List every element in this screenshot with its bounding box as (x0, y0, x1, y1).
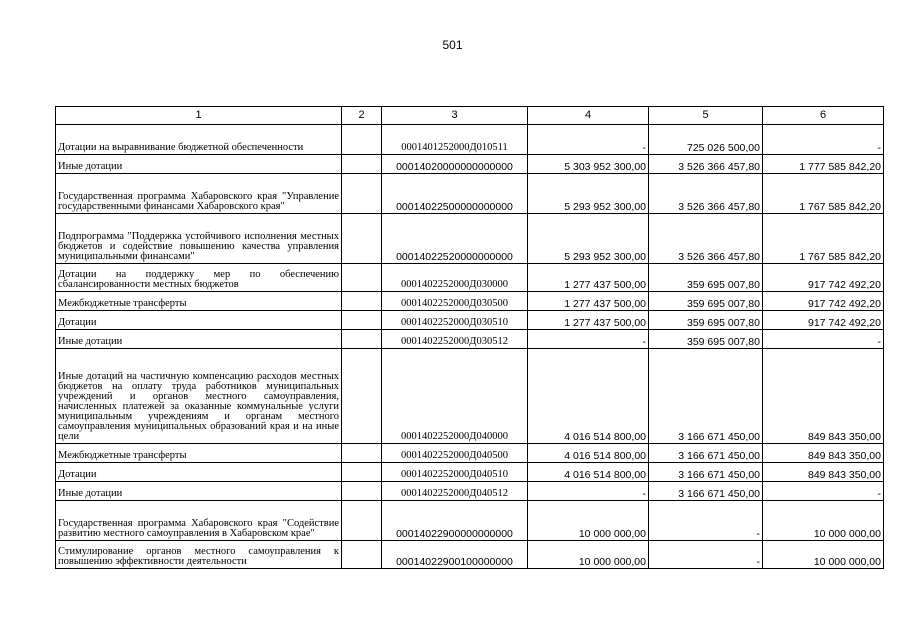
row-name-cell: Иные дотации (56, 482, 342, 501)
row-code-cell: 00014022520000000000 (382, 214, 528, 264)
header-col-1: 1 (56, 107, 342, 125)
table-row (56, 541, 884, 569)
row-code-cell: 00014020000000000000 (382, 155, 528, 174)
header-col-3: 3 (382, 107, 528, 125)
row-name-cell: Иные дотации (56, 330, 342, 349)
row-col2-cell (342, 174, 382, 214)
header-col-6: 6 (763, 107, 884, 125)
row-value-col4: 5 303 952 300,00 (528, 155, 649, 174)
row-value-col4: 4 016 514 800,00 (528, 463, 649, 482)
row-col2-cell (342, 349, 382, 444)
row-value-col6: 10 000 000,00 (763, 541, 884, 569)
row-code-cell: 0001402252000Д030510 (382, 311, 528, 330)
row-value-col4: - (528, 482, 649, 501)
row-value-col5: 3 166 671 450,00 (649, 349, 763, 444)
row-code-cell: 0001402252000Д030512 (382, 330, 528, 349)
row-col2-cell (342, 292, 382, 311)
row-value-col4: 5 293 952 300,00 (528, 214, 649, 264)
table-row (56, 501, 884, 541)
row-value-col6: - (763, 125, 884, 155)
row-col2-cell (342, 125, 382, 155)
row-code-cell: 0001402252000Д040512 (382, 482, 528, 501)
row-value-col5: 359 695 007,80 (649, 311, 763, 330)
row-name-cell: Стимулирование органов местного самоуправления к повышению эффективности деятельности (56, 541, 342, 569)
row-value-col4: 10 000 000,00 (528, 501, 649, 541)
table-row (56, 330, 884, 349)
row-value-col4: 5 293 952 300,00 (528, 174, 649, 214)
row-code-cell: 0001402252000Д040500 (382, 444, 528, 463)
row-value-col6: 917 742 492,20 (763, 292, 884, 311)
row-value-col4: 1 277 437 500,00 (528, 264, 649, 292)
row-col2-cell (342, 214, 382, 264)
row-value-col5: 3 526 366 457,80 (649, 155, 763, 174)
row-value-col5: 3 166 671 450,00 (649, 463, 763, 482)
row-code-cell: 00014022500000000000 (382, 174, 528, 214)
table-row (56, 125, 884, 155)
row-col2-cell (342, 482, 382, 501)
row-col2-cell (342, 311, 382, 330)
row-value-col6: 1 767 585 842,20 (763, 174, 884, 214)
row-name-cell: Дотации (56, 463, 342, 482)
row-name-cell: Государственная программа Хабаровского края "Содействие развитию местного самоуправления в Хабаровском крае" (56, 501, 342, 541)
row-code-cell: 0001402252000Д040000 (382, 349, 528, 444)
row-name-cell: Иные дотации (56, 155, 342, 174)
row-name-cell: Дотации на выравнивание бюджетной обеспеченности (56, 125, 342, 155)
row-name-cell: Дотации (56, 311, 342, 330)
row-value-col4: 4 016 514 800,00 (528, 444, 649, 463)
table-row (56, 482, 884, 501)
row-name-cell: Государственная программа Хабаровского края "Управление государственными финансами Хабаровского края" (56, 174, 342, 214)
row-value-col4: - (528, 330, 649, 349)
row-name-cell: Иные дотаций на частичную компенсацию расходов местных бюджетов на оплату труда работников муниципальных учреждений и органов местного самоуправления, начисленных платежей за оказанные коммунальные услуги муниципальным учреждениям и органам местного самоуправления муниципальных образований края и на иные цели (56, 349, 342, 444)
row-code-cell: 0001402252000Д030000 (382, 264, 528, 292)
row-value-col6: 10 000 000,00 (763, 501, 884, 541)
row-col2-cell (342, 444, 382, 463)
budget-table (55, 106, 884, 569)
row-col2-cell (342, 330, 382, 349)
table-row (56, 311, 884, 330)
row-value-col6: 849 843 350,00 (763, 349, 884, 444)
row-value-col5: 3 166 671 450,00 (649, 482, 763, 501)
row-value-col5: - (649, 541, 763, 569)
row-name-cell: Межбюджетные трансферты (56, 444, 342, 463)
row-value-col6: 1 767 585 842,20 (763, 214, 884, 264)
row-code-cell: 0001401252000Д010511 (382, 125, 528, 155)
row-col2-cell (342, 155, 382, 174)
row-value-col5: 359 695 007,80 (649, 264, 763, 292)
table-header-row (56, 107, 884, 125)
row-value-col4: 1 277 437 500,00 (528, 292, 649, 311)
row-code-cell: 00014022900000000000 (382, 501, 528, 541)
row-code-cell: 0001402252000Д030500 (382, 292, 528, 311)
row-col2-cell (342, 463, 382, 482)
row-value-col6: 849 843 350,00 (763, 444, 884, 463)
row-value-col5: 3 166 671 450,00 (649, 444, 763, 463)
row-value-col5: 3 526 366 457,80 (649, 214, 763, 264)
row-code-cell: 0001402252000Д040510 (382, 463, 528, 482)
row-value-col5: 725 026 500,00 (649, 125, 763, 155)
row-value-col6: 917 742 492,20 (763, 264, 884, 292)
table-row (56, 214, 884, 264)
row-value-col6: 849 843 350,00 (763, 463, 884, 482)
row-value-col6: - (763, 482, 884, 501)
row-col2-cell (342, 501, 382, 541)
row-col2-cell (342, 541, 382, 569)
row-value-col5: 359 695 007,80 (649, 330, 763, 349)
row-value-col4: 1 277 437 500,00 (528, 311, 649, 330)
row-value-col6: 1 777 585 842,20 (763, 155, 884, 174)
row-code-cell: 00014022900100000000 (382, 541, 528, 569)
row-value-col5: 3 526 366 457,80 (649, 174, 763, 214)
row-value-col4: 4 016 514 800,00 (528, 349, 649, 444)
row-name-cell: Межбюджетные трансферты (56, 292, 342, 311)
row-value-col4: - (528, 125, 649, 155)
table-body (56, 125, 884, 569)
table-row (56, 155, 884, 174)
header-col-4: 4 (528, 107, 649, 125)
row-value-col5: - (649, 501, 763, 541)
page-number: 501 (442, 38, 463, 52)
row-value-col4: 10 000 000,00 (528, 541, 649, 569)
header-col-5: 5 (649, 107, 763, 125)
header-col-2: 2 (342, 107, 382, 125)
row-name-cell: Подпрограмма "Поддержка устойчивого исполнения местных бюджетов и содействие повышению качества управления муниципальными финансами" (56, 214, 342, 264)
row-value-col5: 359 695 007,80 (649, 292, 763, 311)
row-value-col6: 917 742 492,20 (763, 311, 884, 330)
table-row (56, 264, 884, 292)
table-row (56, 349, 884, 444)
table-row (56, 174, 884, 214)
row-name-cell: Дотации на поддержку мер по обеспечению сбалансированности местных бюджетов (56, 264, 342, 292)
table-row (56, 463, 884, 482)
row-value-col6: - (763, 330, 884, 349)
row-col2-cell (342, 264, 382, 292)
table-row (56, 444, 884, 463)
table-row (56, 292, 884, 311)
